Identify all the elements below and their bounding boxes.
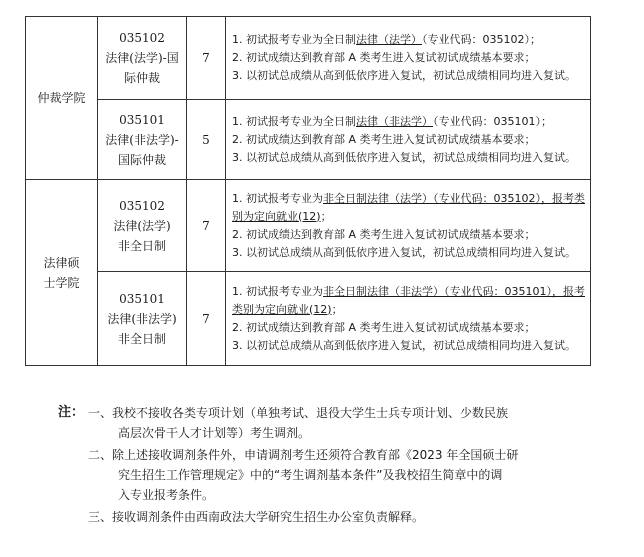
note-text: 高层次骨干人才计划等）考生调剂。 [118,426,311,440]
notes-heading: 注： [58,405,85,420]
requirements-cell [226,180,591,272]
requirements-cell [226,100,591,180]
major-type: 非全日制 [117,238,166,253]
req-text: 1. 初试报考专业为全日制 [232,33,356,46]
enroll-count: 5 [202,132,210,147]
adjustment-table [25,16,591,366]
note-text: 一、我校不接收各类专项计划（单独考试、退役大学生士兵专项计划、少数民族 [88,406,509,420]
req-text: 1. 初试报考专业为 [232,284,323,298]
enroll-count: 7 [202,311,210,326]
req-text: （专业代码：035101）； [433,114,552,128]
major-type: 非全日制 [117,331,166,346]
req-text: ； [320,209,332,223]
note-2 [58,445,598,505]
req-text: 1. 初试报考专业为全日制 [232,114,356,128]
requirements-cell [226,272,591,366]
major-name: 法律(非法学)-国际仲裁 [105,132,179,167]
req-text: （专业代码：035102）； [422,33,541,46]
note-text: 究生招生工作管理规定》中的“考生调剂基本条件”及我校招生简章中的调 [118,468,503,482]
enroll-count: 7 [202,51,210,65]
req-item: 3. 以初试总成绩从高到低依序进入复试，初试总成绩相同均进入复试。 [232,245,576,259]
requirements-cell [226,17,591,100]
major-code: 035101 [119,112,165,127]
major-code: 035102 [119,198,165,213]
req-underlined: 非全日制法律（法学）（专业代码：035102），报考类别为定向就业(12) [232,191,585,223]
college-cell [26,180,98,366]
req-underlined: 法律（非法学） [356,114,433,128]
req-item: 3. 以初试总成绩从高到低依序进入复试，初试总成绩相同均进入复试。 [232,69,576,82]
notes-section [58,403,598,527]
major-name: 法律(法学)-国际仲裁 [105,51,179,85]
college-name: 仲裁学院 [37,91,86,105]
note-1 [58,403,598,443]
major-cell [98,100,187,180]
major-name: 法律(法学) [113,218,171,233]
count-cell [187,180,226,272]
major-code: 035101 [119,291,165,306]
college-cell [26,17,98,180]
count-cell [187,17,226,100]
table-row [26,180,591,272]
note-3 [58,507,598,527]
req-item: 2. 初试成绩达到教育部 A 类考生进入复试初试成绩基本要求； [232,227,536,241]
req-item: 2. 初试成绩达到教育部 A 类考生进入复试初试成绩基本要求； [232,132,536,146]
major-cell [98,272,187,366]
req-item: 2. 初试成绩达到教育部 A 类考生进入复试初试成绩基本要求； [232,51,536,64]
note-text: 三、接收调剂条件由西南政法大学研究生招生办公室负责解释。 [88,510,425,524]
table-row [26,272,591,366]
table-row [26,100,591,180]
req-text: ； [331,302,343,316]
req-item: 2. 初试成绩达到教育部 A 类考生进入复试初试成绩基本要求； [232,320,536,334]
major-code: 035102 [119,31,165,45]
count-cell [187,272,226,366]
table-row [26,17,591,100]
req-item: 3. 以初试总成绩从高到低依序进入复试，初试总成绩相同均进入复试。 [232,338,576,352]
req-item: 3. 以初试总成绩从高到低依序进入复试，初试总成绩相同均进入复试。 [232,150,576,164]
note-text: 入专业报考条件。 [118,488,215,502]
note-text: 二、除上述接收调剂条件外，申请调剂考生还须符合教育部《2023 年全国硕士研 [88,448,519,462]
count-cell [187,100,226,180]
req-underlined: 非全日制法律（非法学）（专业代码：035101），报考类别为定向就业(12) [232,284,585,316]
enroll-count: 7 [202,218,210,233]
major-cell [98,17,187,100]
req-underlined: 法律（法学） [356,33,422,46]
major-name: 法律(非法学) [107,311,177,326]
major-cell [98,180,187,272]
college-name: 法律硕士学院 [43,255,80,290]
req-text: 1. 初试报考专业为 [232,191,323,205]
